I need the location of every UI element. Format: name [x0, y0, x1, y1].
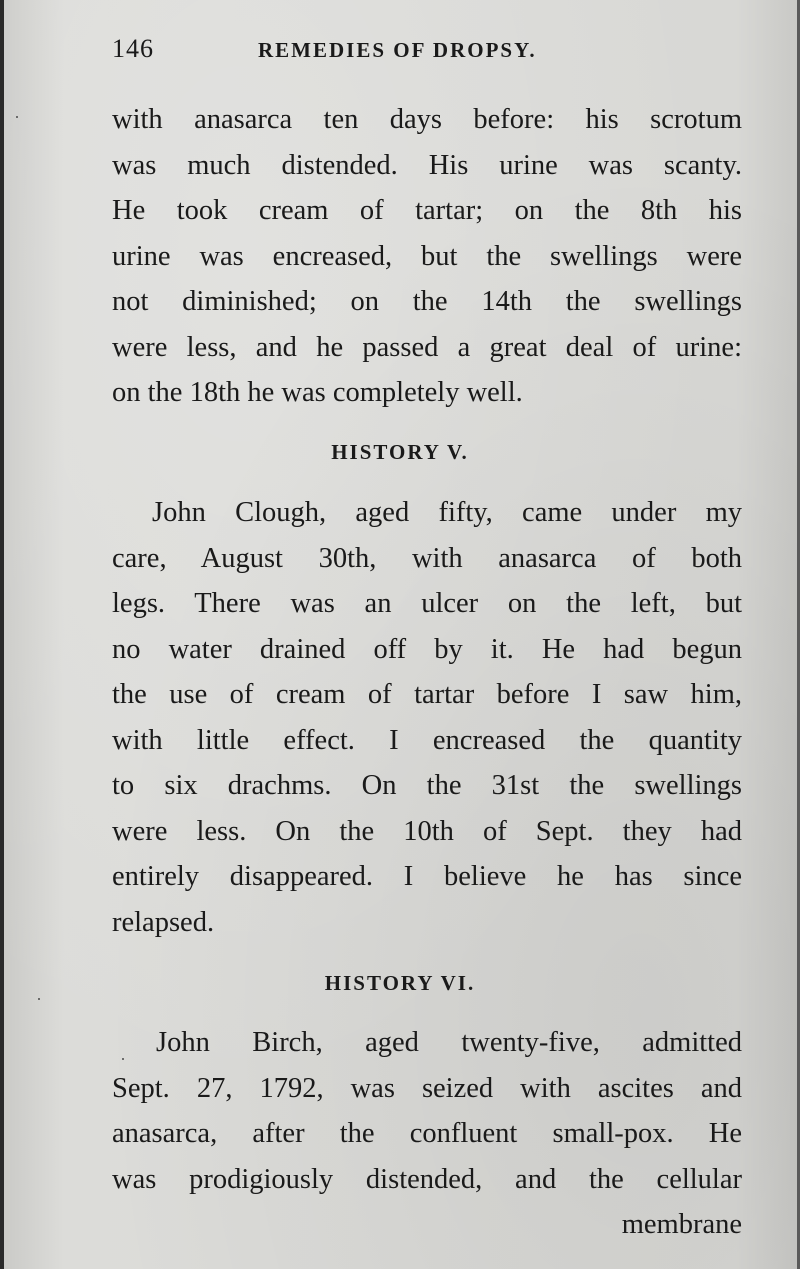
text-line: anasarca, after the confluent small-pox. He — [112, 1118, 742, 1149]
history-heading-v: HISTORY V. — [331, 440, 469, 464]
text-line: entirely disappeared. I believe he has since — [112, 861, 742, 892]
text-line: He took cream of tartar; on the 8th his — [112, 195, 742, 226]
text-line: was much distended. His urine was scanty. — [112, 149, 742, 181]
text-line: care, August 30th, with anasarca of both — [112, 542, 742, 574]
paper-speck — [122, 1058, 124, 1060]
history-heading-vi: HISTORY VI. — [324, 971, 476, 995]
text-line: was prodigiously distended, and the cellular — [112, 1163, 742, 1195]
text-line: no water drained off by it. He had begun — [112, 633, 742, 665]
page-number: 146 — [112, 34, 154, 63]
paragraph-history-vi — [112, 1020, 742, 1248]
text-line: Sept. 27, 1792, was seized with ascites and — [112, 1072, 742, 1104]
text-line: legs. There was an ulcer on the left, but — [112, 588, 742, 619]
text-line: to six drachms. On the 31st the swellings — [112, 770, 742, 801]
text-line: were less, and he passed a great deal of urine: — [112, 331, 742, 363]
paper-speck — [38, 998, 40, 1000]
text-line: with anasarca ten days before: his scrotum — [112, 104, 742, 135]
running-head — [112, 34, 712, 70]
text-line: John Birch, aged twenty-five, admitted — [156, 1027, 742, 1058]
paragraph-continued — [112, 97, 742, 416]
page-left-edge — [0, 0, 4, 1269]
text-line: were less. On the 10th of Sept. they had — [112, 815, 742, 847]
paper-speck — [16, 116, 18, 118]
text-line: John Clough, aged fifty, came under my — [152, 497, 742, 528]
text-line: relapsed. — [112, 906, 215, 938]
catchword: membrane — [621, 1209, 742, 1240]
text-line: not diminished; on the 14th the swellings — [112, 286, 742, 317]
running-title: REMEDIES OF DROPSY. — [258, 38, 537, 62]
text-line: on the 18th he was completely well. — [112, 377, 523, 408]
text-line: with little effect. I encreased the quantity — [112, 724, 742, 756]
paragraph-history-v — [112, 490, 742, 945]
text-line: the use of cream of tartar before I saw him, — [112, 679, 742, 710]
text-line: urine was encreased, but the swellings were — [112, 240, 742, 272]
